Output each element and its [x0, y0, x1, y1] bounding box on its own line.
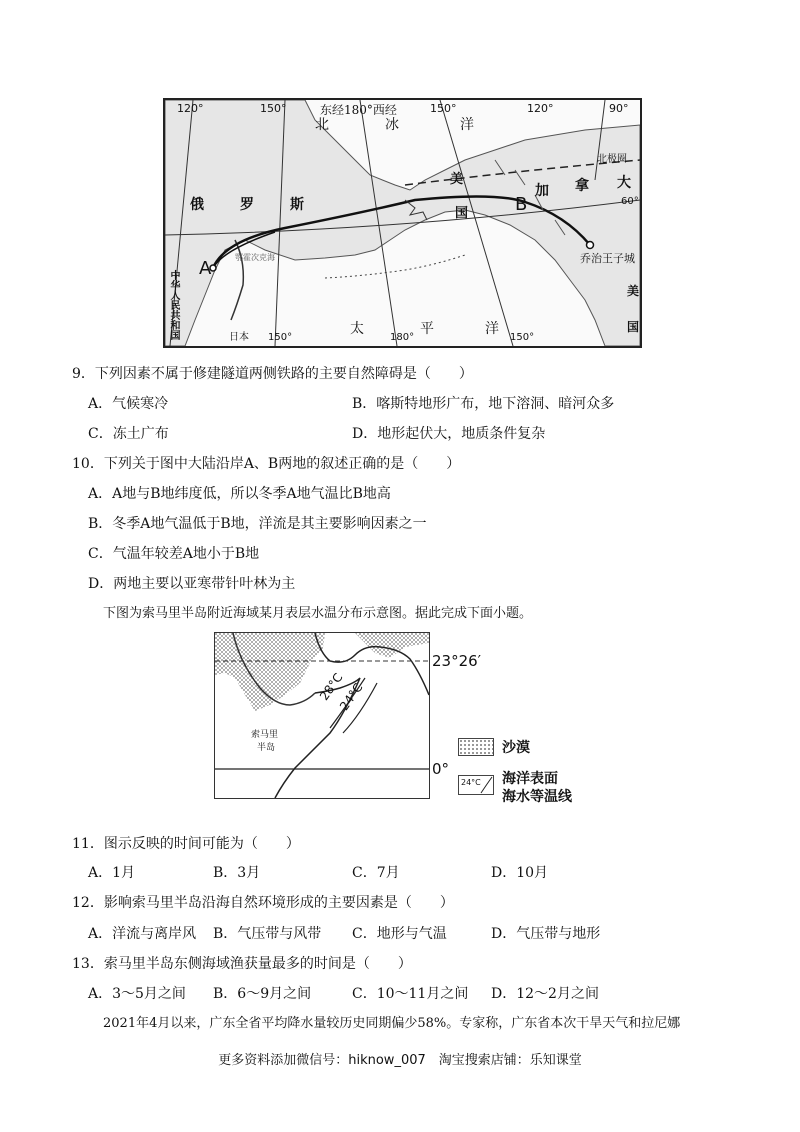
russia-label-1: 俄: [190, 197, 204, 213]
legend-isotherm-label-1: 海洋表面: [502, 771, 558, 787]
q11-stem: 11．图示反映的时间可能为（ ）: [72, 836, 300, 852]
q11-option-d[interactable]: D．10月: [491, 865, 549, 881]
arctic-label-2: 冰: [385, 117, 399, 133]
legend-isotherm-label-2: 海水等温线: [502, 789, 572, 805]
lon-label-120w-left: 120°: [177, 102, 204, 115]
q12-stem: 12．影响索马里半岛沿海自然环境形成的主要因素是（ ）: [72, 895, 454, 911]
q13-option-a[interactable]: A．3～5月之间: [88, 986, 186, 1002]
somalia-intro: 下图为索马里半岛附近海域某月表层水温分布示意图。据此完成下面小题。: [103, 606, 533, 621]
russia-label-2: 罗: [240, 197, 254, 213]
lon-bottom-150w: 150°: [510, 332, 535, 343]
legend-desert-swatch: [458, 738, 494, 756]
arctic-label-1: 北: [315, 117, 329, 133]
q13-option-b[interactable]: B．6～9月之间: [213, 986, 312, 1002]
q11-option-b[interactable]: B．3月: [213, 865, 261, 881]
lon-label-150w: 150°: [430, 102, 457, 115]
q9-option-c[interactable]: C．冻土广布: [88, 426, 169, 442]
legend-isotherm-sample: 24°C: [461, 778, 481, 787]
pacific-label-1: 太: [350, 321, 364, 337]
q9-option-a[interactable]: A．气候寒冷: [88, 396, 169, 412]
prince-george-label: 乔治王子城: [580, 252, 635, 265]
lon-label-180: 东经180°西经: [320, 103, 397, 117]
usa-label-2: 国: [455, 206, 469, 221]
q10-option-b[interactable]: B．冬季A地气温低于B地，洋流是其主要影响因素之一: [88, 516, 427, 532]
tropic-label: 23°26′: [432, 652, 482, 670]
lon-bottom-150e: 150°: [268, 332, 293, 343]
china-label: 中华人民共和国: [168, 270, 179, 340]
q9-option-b[interactable]: B．喀斯特地形广布，地下溶洞、暗河众多: [352, 396, 615, 412]
usa-label-1: 美: [450, 172, 464, 187]
canada-label-2: 拿: [575, 178, 589, 194]
lon-label-150e: 150°: [260, 102, 287, 115]
q13-option-c[interactable]: C．10～11月之间: [352, 986, 469, 1002]
point-b-label: B: [515, 194, 528, 215]
equator-label: 0°: [432, 760, 450, 778]
page-footer: 更多资料添加微信号：hiknow_007 淘宝搜索店铺：乐知课堂: [218, 1053, 582, 1068]
lon-bottom-180: 180°: [390, 332, 415, 343]
arctic-circle-label: 北极圈: [597, 154, 627, 165]
legend-desert-label: 沙漠: [502, 740, 530, 756]
q9-stem: 9．下列因素不属于修建隧道两侧铁路的主要自然障碍是（ ）: [72, 366, 473, 382]
q12-option-a[interactable]: A．洋流与离岸风: [88, 926, 197, 942]
pacific-label-3: 洋: [485, 321, 499, 337]
usa-right-label-1: 美: [627, 284, 640, 298]
q13-stem: 13．索马里半岛东侧海域渔获量最多的时间是（ ）: [72, 956, 412, 972]
bering-map-svg: [165, 100, 640, 346]
usa-right-label-2: 国: [627, 320, 640, 334]
q12-option-c[interactable]: C．地形与气温: [352, 926, 447, 942]
arctic-label-3: 洋: [460, 117, 474, 133]
q10-option-d[interactable]: D．两地主要以亚寒带针叶林为主: [88, 576, 296, 592]
drought-passage: 2021年4月以来，广东全省平均降水量较历史同期偏少58%。专家称，广东省本次干旱天气和拉尼娜: [103, 1016, 681, 1031]
canada-label-3: 大: [617, 175, 631, 191]
russia-label-3: 斯: [290, 197, 304, 213]
canada-label-1: 加: [535, 183, 549, 199]
somalia-map: [214, 632, 430, 799]
q13-option-d[interactable]: D．12～2月之间: [491, 986, 599, 1002]
q10-stem: 10．下列关于图中大陆沿岸A、B两地的叙述正确的是（ ）: [72, 456, 461, 472]
lon-label-120w: 120°: [527, 102, 554, 115]
isotherm-28-label: 28°C: [317, 670, 346, 704]
okhotsk-label: 鄂霍次克海: [235, 253, 275, 262]
legend-isotherm-swatch: [458, 775, 494, 795]
pacific-label-2: 平: [420, 321, 434, 337]
q11-option-c[interactable]: C．7月: [352, 865, 400, 881]
peninsula-label-1: 索马里: [251, 730, 279, 740]
lon-label-90w: 90°: [609, 102, 629, 115]
japan-label: 日本: [229, 332, 249, 343]
isotherm-24-label: 24°C: [337, 680, 366, 714]
point-a-label: A: [199, 258, 212, 279]
lat-60-label: 60°: [621, 196, 639, 207]
peninsula-label-2: 半岛: [257, 743, 276, 753]
q10-option-a[interactable]: A．A地与B地纬度低，所以冬季A地气温比B地高: [88, 486, 391, 502]
q10-option-c[interactable]: C．气温年较差A地小于B地: [88, 546, 260, 562]
q12-option-d[interactable]: D．气压带与地形: [491, 926, 601, 942]
q12-option-b[interactable]: B．气压带与风带: [213, 926, 322, 942]
q11-option-a[interactable]: A．1月: [88, 865, 136, 881]
bering-map: [163, 98, 642, 348]
q9-option-d[interactable]: D．地形起伏大，地质条件复杂: [352, 426, 546, 442]
somalia-map-svg: [215, 633, 429, 798]
